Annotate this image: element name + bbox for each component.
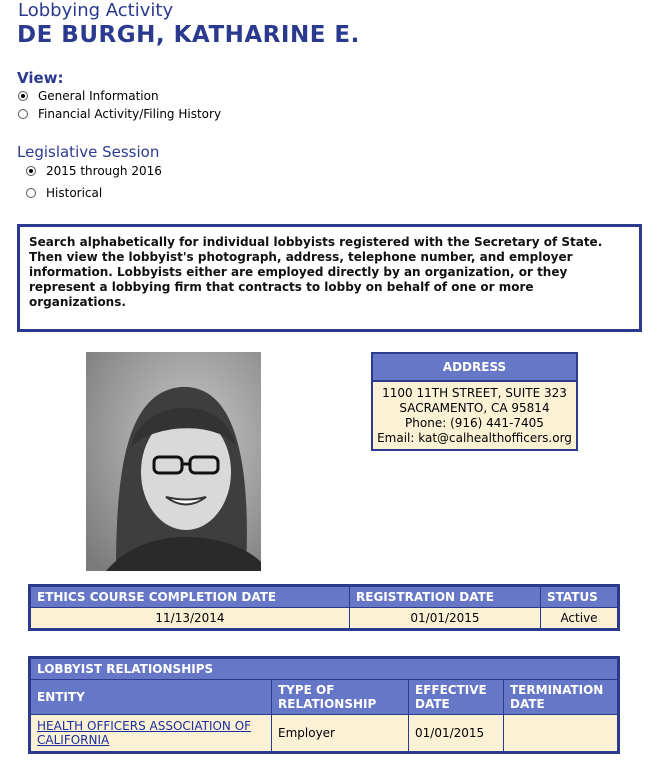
ethics-date-cell: 11/13/2014	[30, 608, 350, 630]
termination-date-cell	[504, 715, 619, 753]
entity-header: ENTITY	[30, 680, 272, 715]
address-line1: 1100 11TH STREET, SUITE 323	[382, 386, 567, 400]
relationship-type-header: TYPE OF RELATIONSHIP	[272, 680, 409, 715]
radio-unselected-icon[interactable]	[26, 188, 36, 198]
registration-date-cell: 01/01/2015	[350, 608, 541, 630]
session-option-historical[interactable]	[26, 186, 102, 200]
view-label: View:	[17, 69, 64, 87]
ethics-registration-table	[28, 584, 620, 631]
lobbyist-relationships-table	[28, 656, 620, 754]
portrait-image	[86, 352, 261, 571]
status-header: STATUS	[541, 586, 619, 608]
address-heading: ADDRESS	[373, 354, 576, 382]
legislative-session-label: Legislative Session	[17, 143, 160, 161]
radio-label: Financial Activity/Filing History	[38, 107, 222, 121]
address-line2: SACRAMENTO, CA 95814	[399, 401, 550, 415]
table-row	[30, 715, 619, 753]
page-subtitle: Lobbying Activity	[18, 0, 174, 21]
info-text: Search alphabetically for individual lobbyists registered with the Secretary of State. Then view the lobbyist's photograph, address, telephone number, and employer information. Lobbyists either are employed directly by an organization, or they represent a lobbying firm that contracts to lobby on behalf of one or more organizations.	[29, 235, 603, 309]
effective-date-cell: 01/01/2015	[409, 715, 504, 753]
radio-label: Historical	[46, 186, 103, 200]
status-cell: Active	[541, 608, 619, 630]
table-row	[30, 608, 619, 630]
radio-selected-icon[interactable]	[18, 91, 28, 101]
registration-date-header: REGISTRATION DATE	[350, 586, 541, 608]
address-phone: Phone: (916) 441-7405	[405, 416, 544, 430]
session-option-current[interactable]	[26, 164, 162, 178]
termination-date-header: TERMINATION DATE	[504, 680, 619, 715]
address-body	[373, 382, 576, 446]
table-title-row	[30, 658, 619, 680]
view-option-financial[interactable]	[18, 107, 221, 121]
info-box	[17, 224, 642, 332]
address-email: Email: kat@calhealthofficers.org	[377, 431, 572, 445]
address-box	[371, 352, 578, 451]
effective-date-header: EFFECTIVE DATE	[409, 680, 504, 715]
entity-cell	[30, 715, 272, 753]
table-header-row	[30, 586, 619, 608]
relationship-type-cell: Employer	[272, 715, 409, 753]
entity-link[interactable]: HEALTH OFFICERS ASSOCIATION OF CALIFORNIA	[37, 719, 252, 747]
table-header-row	[30, 680, 619, 715]
lobbyist-photo	[86, 352, 261, 571]
relationships-title: LOBBYIST RELATIONSHIPS	[30, 658, 619, 680]
ethics-date-header: ETHICS COURSE COMPLETION DATE	[30, 586, 350, 608]
radio-label: 2015 through 2016	[46, 164, 162, 178]
radio-selected-icon[interactable]	[26, 166, 36, 176]
page-title: DE BURGH, KATHARINE E.	[17, 22, 360, 48]
radio-label: General Information	[38, 89, 159, 103]
view-option-general[interactable]	[18, 89, 159, 103]
radio-unselected-icon[interactable]	[18, 109, 28, 119]
